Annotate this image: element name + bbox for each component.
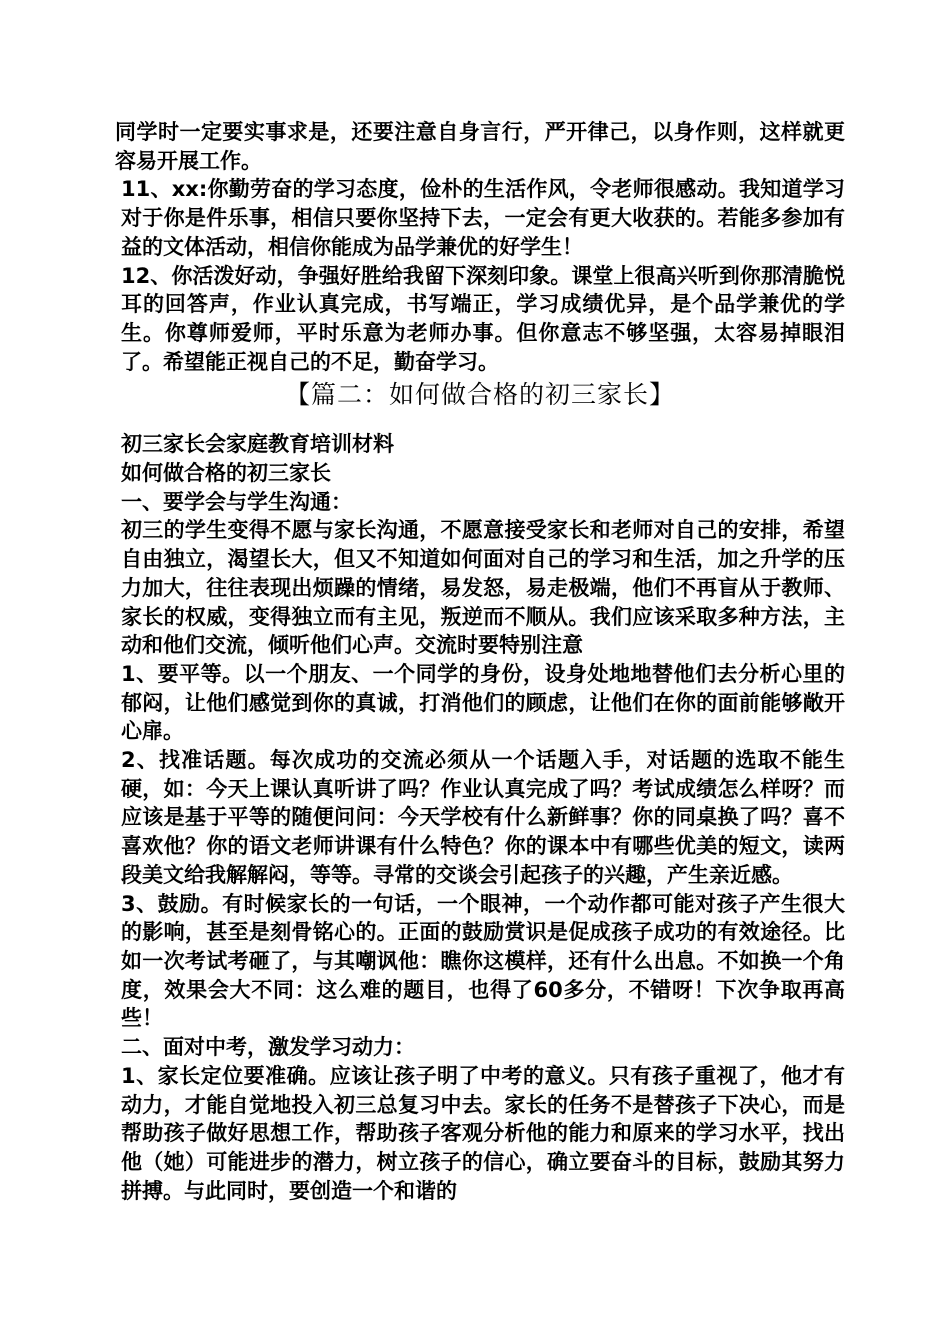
section-title: 【篇二：如何做合格的初三家长】 — [284, 380, 675, 410]
paragraph-point-3: 3、鼓励。有时候家长的一句话，一个眼神，一个动作都可能对孩子产生很大的影响，甚至是刻骨铭心的。正面的鼓励赏识是促成孩子成功的有效途径。比如一次考试考砸了，与其嘲讽他：瞧你这模样，还有什么出息。不如换一个角度，效果会大不同：这么难的题目，也得了60多分，不错呀！下次争取再高些！ — [121, 891, 845, 1031]
paragraph-intro: 初三的学生变得不愿与家长沟通，不愿意接受家长和老师对自己的安排，希望自由独立，渴望长大，但又不知道如何面对自己的学习和生活，加之升学的压力加大，往往表现出烦躁的情绪，易发怒，易走极端，他们不再盲从于教师、家长的权威，变得独立而有主见，叛逆而不顺从。我们应该采取多种方法，主动和他们交流，倾听他们心声。交流时要特别注意 — [121, 518, 845, 658]
paragraph-point-2: 2、找准话题。每次成功的交流必须从一个话题入手，对话题的选取不能生硬，如：今天上课认真听讲了吗？作业认真完成了吗？考试成绩怎么样呀？而应该是基于平等的随便问问：今天学校有什么新鲜事？你的同桌换了吗？喜不喜欢他？你的语文老师讲课有什么特色？你的课本中有哪些优美的短文，读两段美文给我解解闷，等等。寻常的交谈会引起孩子的兴趣，产生亲近感。 — [121, 748, 845, 887]
paragraph-continued: 同学时一定要实事求是，还要注意自身言行，严开律己，以身作则，这样就更容易开展工作。 — [115, 120, 845, 173]
paragraph-comment-12: 12、你活泼好动，争强好胜给我留下深刻印象。课堂上很高兴听到你那清脆悦耳的回答声，作业认真完成，书写端正，学习成绩优异，是个品学兼优的学生。你尊师爱师，平时乐意为老师办事。但你意志不够坚强，太容易掉眼泪了。希望能正视自己的不足，勤奋学习。 — [121, 263, 845, 374]
heading-exam-motivation: 二、面对中考，激发学习动力： — [121, 1035, 415, 1060]
paragraph-point-1: 1、要平等。以一个朋友、一个同学的身份，设身处地地替他们去分析心里的郁闷，让他们感觉到你的真诚，打消他们的顾虑，让他们在你的面前能够敞开心扉。 — [121, 661, 845, 744]
material-title: 初三家长会家庭教育培训材料 — [121, 432, 394, 457]
heading-communication: 一、要学会与学生沟通： — [121, 489, 352, 514]
paragraph-parent-role: 1、家长定位要准确。应该让孩子明了中考的意义。只有孩子重视了，他才有动力，才能自觉地投入初三总复习中去。家长的任务不是替孩子下决心，而是帮助孩子做好思想工作，帮助孩子客观分析他的能力和原来的学习水平，找出他（她）可能进步的潜力，树立孩子的信心，确立要奋斗的目标，鼓励其努力拼搏。与此同时，要创造一个和谐的 — [121, 1063, 845, 1203]
paragraph-comment-11: 11、xx:你勤劳奋的学习态度，俭朴的生活作风，令老师很感动。我知道学习对于你是件乐事，相信只要你坚持下去，一定会有更大收获的。若能多参加有益的文体活动，相信你能成为品学兼优的好学生！ — [121, 177, 845, 259]
article-title: 如何做合格的初三家长 — [121, 461, 331, 486]
document-body — [115, 118, 845, 1205]
